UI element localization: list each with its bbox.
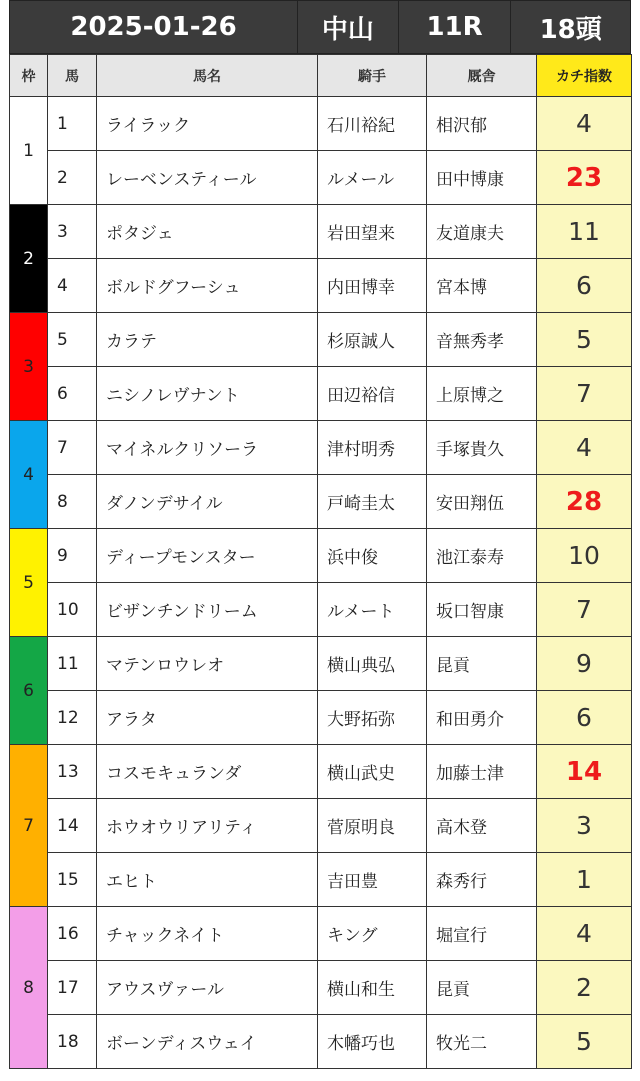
horse-name: ポタジェ <box>97 205 318 259</box>
waku-cell: 3 <box>10 313 48 421</box>
col-kachi-index: カチ指数 <box>537 55 632 97</box>
horse-name: ボーンディスウェイ <box>97 1015 318 1069</box>
horse-name: ホウオウリアリティ <box>97 799 318 853</box>
waku-cell: 8 <box>10 907 48 1069</box>
horse-name: レーベンスティール <box>97 151 318 205</box>
horse-name: ディープモンスター <box>97 529 318 583</box>
table-row[interactable] <box>10 853 632 907</box>
kachi-index-value: 1 <box>537 853 632 907</box>
horse-name: コスモキュランダ <box>97 745 318 799</box>
jockey-name: 津村明秀 <box>318 421 427 475</box>
horse-number: 3 <box>48 205 97 259</box>
horse-number: 13 <box>48 745 97 799</box>
table-body <box>10 97 632 1069</box>
kachi-index-value: 14 <box>537 745 632 799</box>
jockey-name: 内田博幸 <box>318 259 427 313</box>
table-row[interactable] <box>10 97 632 151</box>
jockey-name: ルメート <box>318 583 427 637</box>
kachi-index-value: 5 <box>537 313 632 367</box>
horse-name: アウスヴァール <box>97 961 318 1015</box>
horse-name: カラテ <box>97 313 318 367</box>
table-header-row <box>10 55 632 97</box>
kachi-index-value: 6 <box>537 691 632 745</box>
horse-number: 1 <box>48 97 97 151</box>
jockey-name: 大野拓弥 <box>318 691 427 745</box>
kachi-index-value: 11 <box>537 205 632 259</box>
jockey-name: 杉原誠人 <box>318 313 427 367</box>
jockey-name: 吉田豊 <box>318 853 427 907</box>
kachi-index-value: 9 <box>537 637 632 691</box>
horse-number: 12 <box>48 691 97 745</box>
horse-name: マテンロウレオ <box>97 637 318 691</box>
race-number: 11R <box>398 1 511 53</box>
trainer-name: 上原博之 <box>427 367 537 421</box>
kachi-index-value: 4 <box>537 97 632 151</box>
jockey-name: 横山典弘 <box>318 637 427 691</box>
col-jockey: 騎手 <box>318 55 427 97</box>
col-name: 馬名 <box>97 55 318 97</box>
jockey-name: 横山和生 <box>318 961 427 1015</box>
table-row[interactable] <box>10 205 632 259</box>
jockey-name: 石川裕紀 <box>318 97 427 151</box>
kachi-index-value: 4 <box>537 421 632 475</box>
trainer-name: 宮本博 <box>427 259 537 313</box>
trainer-name: 昆貢 <box>427 961 537 1015</box>
col-uma: 馬 <box>48 55 97 97</box>
race-venue: 中山 <box>297 1 398 53</box>
horse-number: 4 <box>48 259 97 313</box>
trainer-name: 堀宣行 <box>427 907 537 961</box>
horse-number: 9 <box>48 529 97 583</box>
horse-name: マイネルクリソーラ <box>97 421 318 475</box>
table-row[interactable] <box>10 1015 632 1069</box>
kachi-index-value: 23 <box>537 151 632 205</box>
jockey-name: 横山武史 <box>318 745 427 799</box>
horse-number: 10 <box>48 583 97 637</box>
trainer-name: 手塚貴久 <box>427 421 537 475</box>
waku-cell: 1 <box>10 97 48 205</box>
table-row[interactable] <box>10 583 632 637</box>
entry-table <box>9 54 632 1069</box>
waku-cell: 7 <box>10 745 48 907</box>
horse-number: 8 <box>48 475 97 529</box>
trainer-name: 安田翔伍 <box>427 475 537 529</box>
table-row[interactable] <box>10 259 632 313</box>
trainer-name: 相沢郁 <box>427 97 537 151</box>
horse-name: ビザンチンドリーム <box>97 583 318 637</box>
race-card <box>9 0 631 1069</box>
race-header <box>9 0 631 54</box>
table-row[interactable] <box>10 367 632 421</box>
horse-number: 18 <box>48 1015 97 1069</box>
horse-number: 11 <box>48 637 97 691</box>
field-size: 18頭 <box>510 1 630 53</box>
table-row[interactable] <box>10 421 632 475</box>
jockey-name: ルメール <box>318 151 427 205</box>
jockey-name: キング <box>318 907 427 961</box>
kachi-index-value: 6 <box>537 259 632 313</box>
jockey-name: 岩田望来 <box>318 205 427 259</box>
trainer-name: 坂口智康 <box>427 583 537 637</box>
col-trainer: 厩舎 <box>427 55 537 97</box>
waku-cell: 5 <box>10 529 48 637</box>
race-date: 2025-01-26 <box>70 12 237 42</box>
trainer-name: 和田勇介 <box>427 691 537 745</box>
table-row[interactable] <box>10 961 632 1015</box>
trainer-name: 友道康夫 <box>427 205 537 259</box>
table-row[interactable] <box>10 907 632 961</box>
horse-name: ボルドグフーシュ <box>97 259 318 313</box>
jockey-name: 戸崎圭太 <box>318 475 427 529</box>
trainer-name: 昆貢 <box>427 637 537 691</box>
jockey-name: 菅原明良 <box>318 799 427 853</box>
table-row[interactable] <box>10 691 632 745</box>
waku-cell: 6 <box>10 637 48 745</box>
trainer-name: 高木登 <box>427 799 537 853</box>
kachi-index-value: 4 <box>537 907 632 961</box>
waku-cell: 4 <box>10 421 48 529</box>
horse-number: 5 <box>48 313 97 367</box>
horse-number: 6 <box>48 367 97 421</box>
horse-name: アラタ <box>97 691 318 745</box>
table-row[interactable] <box>10 799 632 853</box>
trainer-name: 池江泰寿 <box>427 529 537 583</box>
table-row[interactable] <box>10 745 632 799</box>
horse-name: ライラック <box>97 97 318 151</box>
horse-number: 16 <box>48 907 97 961</box>
jockey-name: 田辺裕信 <box>318 367 427 421</box>
horse-name: ニシノレヴナント <box>97 367 318 421</box>
horse-number: 2 <box>48 151 97 205</box>
jockey-name: 浜中俊 <box>318 529 427 583</box>
kachi-index-value: 7 <box>537 367 632 421</box>
horse-number: 17 <box>48 961 97 1015</box>
jockey-name: 木幡巧也 <box>318 1015 427 1069</box>
trainer-name: 牧光二 <box>427 1015 537 1069</box>
waku-cell: 2 <box>10 205 48 313</box>
horse-name: チャックネイト <box>97 907 318 961</box>
horse-name: ダノンデサイル <box>97 475 318 529</box>
table-row[interactable] <box>10 475 632 529</box>
table-row[interactable] <box>10 637 632 691</box>
kachi-index-value: 7 <box>537 583 632 637</box>
kachi-index-value: 5 <box>537 1015 632 1069</box>
table-row[interactable] <box>10 151 632 205</box>
trainer-name: 森秀行 <box>427 853 537 907</box>
horse-number: 14 <box>48 799 97 853</box>
kachi-index-value: 10 <box>537 529 632 583</box>
kachi-index-value: 2 <box>537 961 632 1015</box>
trainer-name: 音無秀孝 <box>427 313 537 367</box>
col-waku: 枠 <box>10 55 48 97</box>
horse-number: 7 <box>48 421 97 475</box>
horse-name: エヒト <box>97 853 318 907</box>
kachi-index-value: 3 <box>537 799 632 853</box>
table-row[interactable] <box>10 529 632 583</box>
table-row[interactable] <box>10 313 632 367</box>
horse-number: 15 <box>48 853 97 907</box>
kachi-index-value: 28 <box>537 475 632 529</box>
trainer-name: 加藤士津 <box>427 745 537 799</box>
trainer-name: 田中博康 <box>427 151 537 205</box>
